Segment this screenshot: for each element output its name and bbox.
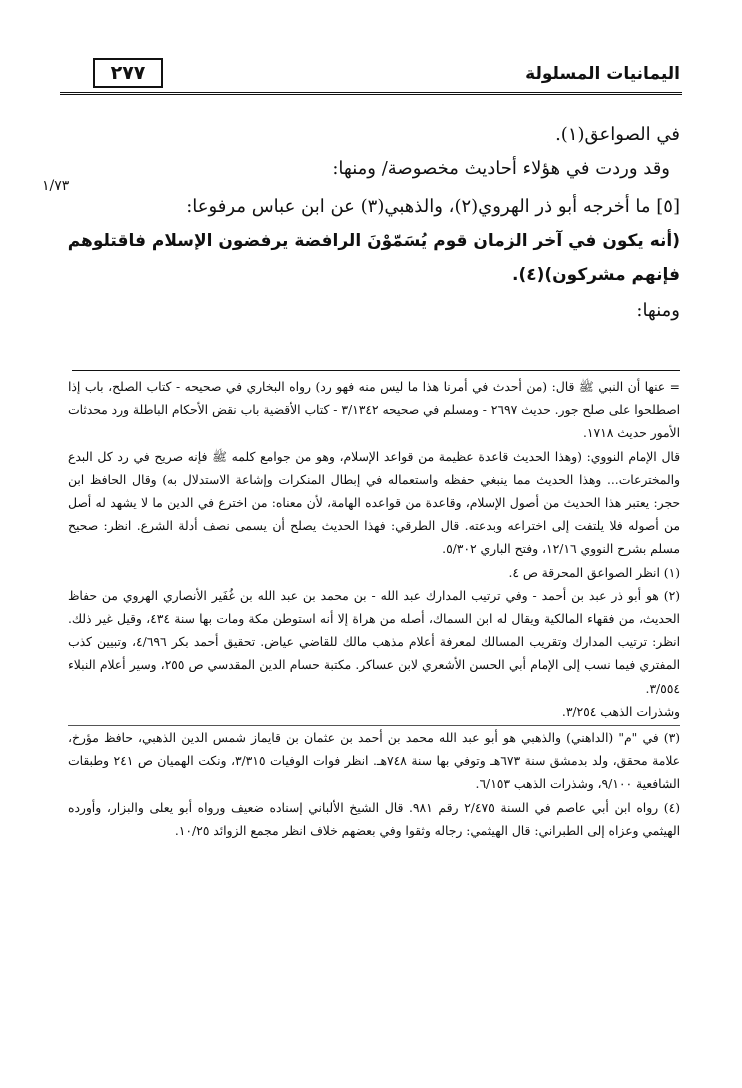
body-line-2: وقد وردت في هؤلاء أحاديث مخصوصة/ ومنها: — [332, 158, 670, 179]
footnote-separator — [72, 370, 680, 371]
page-number-box — [93, 58, 163, 88]
body-line-3: [٥] ما أخرجه أبو ذر الهروي(٢)، والذهبي(٣) عن ابن عباس مرفوعا: — [186, 196, 680, 217]
body-line-6: ومنها: — [636, 300, 680, 321]
footnote-2-continued: وشذرات الذهب ٣/٢٥٤. — [561, 704, 680, 719]
footnote-1: (١) انظر الصواعق المحرقة ص ٤. — [508, 565, 680, 580]
header-double-rule — [60, 92, 682, 95]
footnote-nawawi-paragraph: قال الإمام النووي: (وهذا الحديث قاعدة عظيمة من قواعد الإسلام، وهو من جوامع كلمه ﷺ فإنه صريح في رد كل البدع والمخترعات... وهذا الحديث مما ينبغي حفظه واستعماله في إبطال المنكرات وإشاعة الاستدلال به) وقال الحافظ ابن حجر: يعتبر هذا الحديث من أصول الإسلام، وقاعدة من قواعده الهامة، لأن معناه: من اخترع في الدين ما لا يشهد له أصل من أصوله فلا يلتفت إلى اختراعه وبدعته. قال الطرقي: فهذا الحديث يصلح أن يسمى نصف أدلة الشرع. انظر: صحيح مسلم بشرح النووي ١٢/١٦، وفتح الباري ٥/٣٠٢. — [68, 449, 680, 557]
footnote-4: (٤) رواه ابن أبي عاصم في السنة ٢/٤٧٥ رقم ٩٨١. قال الشيخ الألباني إسناده ضعيف ورواه أبو يعلى والبزار، وأورده الهيثمي وعزاه إلى الطبراني: قال الهيثمي: رجاله وثقوا وفي بعضهم خلاف انظر مجمع الزوائد ١٠/٢٥. — [68, 800, 680, 838]
footnote-continuation: = عنها أن النبي ﷺ قال: (من أحدث في أمرنا هذا ما ليس منه فهو رد) رواه البخاري في صحيحه - كتاب الصلح، باب إذا اصطلحوا على صلح جور. حديث ٢٦٩٧ - ومسلم في صحيحه ٣/١٣٤٢ - كتاب الأقضية باب نقض الأحكام الباطلة ورد محدثات الأمور حديث ١٧١٨. — [68, 380, 680, 441]
footnote-3: (٣) في "م" (الداهني) والذهبي هو أبو عبد الله محمد بن أحمد بن عثمان بن قايماز شمس الدين الذهبي، حافظ مؤرخ، علامة محقق، ولد بدمشق سنة ٦٧٣هـ وتوفي بها سنة ٧٤٨هـ. انظر فوات الوفيات ٣/٣١٥، ونكت الهميان ص ٢٤١ وطبقات الشافعية ٩/١٠٠، وشذرات الذهب ٦/١٥٣. — [68, 731, 680, 792]
main-text — [67, 118, 680, 328]
margin-manuscript-reference: ١/٧٣ — [42, 178, 70, 194]
footnote-2: (٢) هو أبو ذر عبد بن أحمد - وفي ترتيب المدارك عبد الله - بن محمد بن عبد الله بن غُفَير الأنصاري الهروي من حفاظ الحديث، من فقهاء المالكية ويقال له ابن السماك، أصله من هراة إلا أنه استوطن مكة ومات بها سنة ٤٣٤، وقيل غير ذلك. انظر: ترتيب المدارك وتقريب المسالك لمعرفة أعلام مذهب مالك للقاضي عياض. تحقيق أحمد بكر ٤/٦٩٦، وتبيين كذب المفتري فيما نسب إلى الإمام أبي الحسن الأشعري لابن عساكر. مكتبة حسام الدين المقدسي ص ٢٥٥، وسير أعلام النبلاء ٣/٥٥٤. — [68, 588, 680, 696]
hadith-line-1: (أنه يكون في آخر الزمان قوم يُسَمّوْنَ الرافضة يرفضون الإسلام فاقتلوهم — [67, 231, 680, 251]
page-number: ٢٧٧ — [110, 62, 146, 84]
running-title: اليمانيات المسلولة — [525, 64, 680, 84]
footnotes — [68, 376, 680, 843]
body-line-1: في الصواعق(١). — [555, 124, 680, 145]
footnote-divider — [68, 725, 680, 726]
hadith-line-2: فإنهم مشركون)(٤). — [512, 265, 680, 285]
